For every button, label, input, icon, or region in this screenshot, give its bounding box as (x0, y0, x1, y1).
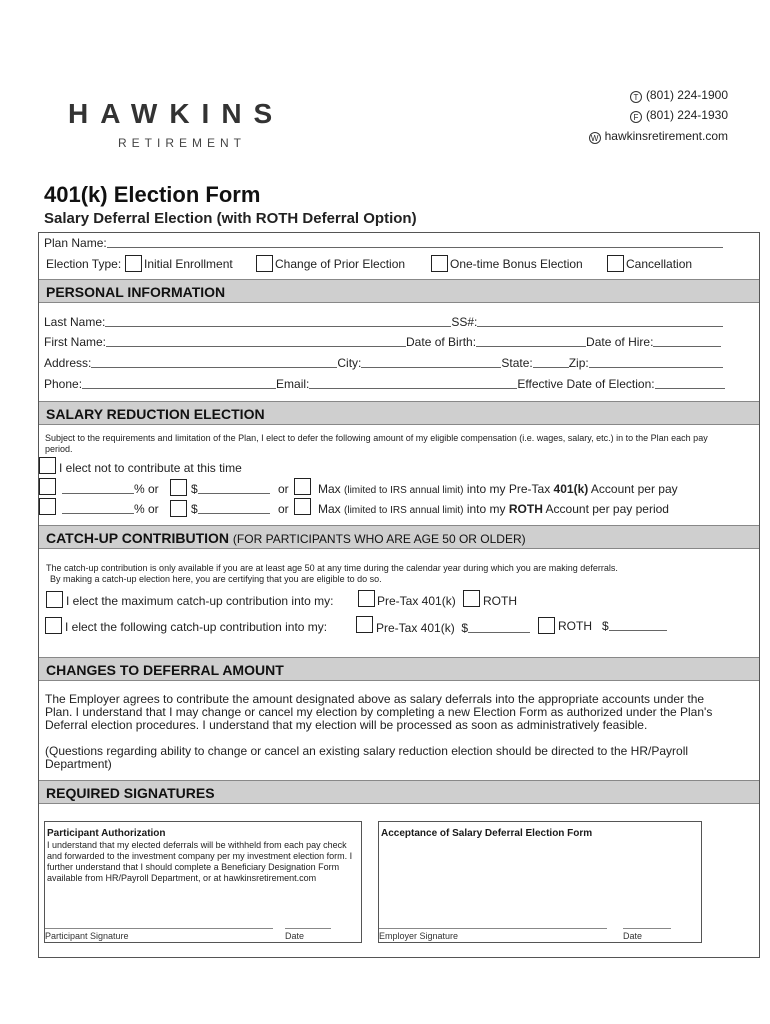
ss-field[interactable] (477, 315, 723, 327)
irs-note: (limited to IRS annual limit) (344, 505, 464, 516)
cancellation-label: Cancellation (626, 257, 693, 271)
phone-row (44, 377, 725, 391)
city-label: City: (337, 356, 362, 370)
signatures-header: REQUIRED SIGNATURES (39, 780, 759, 804)
address-field[interactable] (91, 356, 337, 368)
pretax-text-a: into my Pre-Tax (466, 482, 551, 496)
dob-field[interactable] (476, 335, 586, 347)
dob-label: Date of Birth: (406, 335, 477, 349)
effective-date-label: Effective Date of Election: (517, 377, 655, 391)
page-subtitle: Salary Deferral Election (with ROTH Deferral Option) (44, 210, 417, 227)
address-row (44, 356, 723, 370)
catchup-roth-label: ROTH (558, 619, 592, 633)
cancellation-checkbox[interactable] (607, 255, 624, 272)
catchup-max-roth-checkbox[interactable] (463, 590, 480, 607)
catchup-pretax-field[interactable] (468, 621, 530, 633)
employer-box (378, 821, 702, 943)
catchup-header-text: CATCH-UP CONTRIBUTION (46, 530, 230, 546)
phone-number: (801) 224-1900 (645, 88, 728, 102)
pretax-pct-row (62, 482, 159, 496)
max-label: Max (318, 502, 341, 516)
catchup-pretax-label: Pre-Tax 401(k) (376, 621, 455, 635)
changes-paragraph-2: (Questions regarding ability to change or cancel an existing salary reduction election should be directed to the HR/Payroll Department) (45, 744, 689, 771)
phone-field[interactable] (82, 377, 276, 389)
catchup-following-checkbox[interactable] (45, 617, 62, 634)
contact-web (589, 129, 728, 144)
pct-or-label: % or (134, 502, 159, 516)
plan-name-label: Plan Name: (44, 236, 107, 250)
catchup-max-roth-label: ROTH (483, 594, 517, 608)
changes-paragraph-1: The Employer agrees to contribute the amount designated above as salary deferrals into the appropriate accounts under the Plan. I understand that I may change or cancel my election by completing a new Election Form as authorized under the Plan's Deferral election procedures. I understand that my election will be processed as soon as administratively feasible. (45, 692, 713, 732)
roth-text-c: Account per pay period (545, 502, 669, 516)
employer-title: Acceptance of Salary Deferral Election Form (381, 828, 593, 839)
pretax-max-label (318, 482, 678, 496)
roth-max-checkbox[interactable] (294, 498, 311, 515)
or-label: or (278, 502, 289, 516)
bonus-election-label: One-time Bonus Election (450, 257, 583, 271)
web-icon: W (589, 132, 601, 144)
participant-box (44, 821, 362, 943)
address-label: Address: (44, 356, 92, 370)
pretax-pct-checkbox[interactable] (39, 478, 56, 495)
roth-dollar-row (191, 502, 270, 516)
state-field[interactable] (533, 356, 569, 368)
no-contribute-label: I elect not to contribute at this time (59, 461, 242, 475)
roth-pct-row (62, 502, 159, 516)
roth-pct-checkbox[interactable] (39, 498, 56, 515)
personal-info-header: PERSONAL INFORMATION (39, 279, 759, 303)
roth-pct-field[interactable] (62, 502, 134, 514)
first-name-field[interactable] (106, 335, 406, 347)
salary-intro: Subject to the requirements and limitation of the Plan, I elect to defer the following amount of my eligible compensation (i.e. wages, salary, etc.) in to the Plan each pay period. (45, 433, 708, 454)
first-name-row (44, 335, 721, 349)
roth-dollar-field[interactable] (198, 502, 270, 514)
pretax-text-c: Account per pay (590, 482, 678, 496)
no-contribute-checkbox[interactable] (39, 457, 56, 474)
ss-label: SS#: (451, 315, 478, 329)
catchup-roth-field[interactable] (609, 619, 667, 631)
roth-text-a: into my (466, 502, 506, 516)
page-title: 401(k) Election Form (44, 182, 261, 207)
catchup-roth-checkbox[interactable] (538, 617, 555, 634)
catchup-following-label: I elect the following catch-up contribution into my: (65, 620, 328, 634)
effective-date-field[interactable] (655, 377, 725, 389)
catchup-header (39, 525, 759, 549)
or-label: or (278, 482, 289, 496)
participant-date-line[interactable]: Date (285, 928, 331, 941)
last-name-row (44, 315, 723, 329)
zip-field[interactable] (589, 356, 723, 368)
catchup-pretax-row (376, 621, 530, 635)
change-prior-checkbox[interactable] (256, 255, 273, 272)
roth-text-b: ROTH (508, 502, 543, 516)
fax-number: (801) 224-1930 (645, 108, 728, 122)
catchup-max-pretax-label: Pre-Tax 401(k) (377, 594, 456, 608)
bonus-election-checkbox[interactable] (431, 255, 448, 272)
pretax-pct-field[interactable] (62, 482, 134, 494)
initial-enrollment-checkbox[interactable] (125, 255, 142, 272)
catchup-intro-1: The catch-up contribution is only available if you are at least age 50 at any time during the calendar year during which you are making deferrals. (46, 563, 618, 573)
pretax-dollar-checkbox[interactable] (170, 479, 187, 496)
election-type-label: Election Type: (46, 257, 122, 271)
city-field[interactable] (361, 356, 501, 368)
pretax-max-checkbox[interactable] (294, 478, 311, 495)
company-logo: HAWKINS (68, 98, 285, 129)
plan-name-row (44, 236, 723, 250)
max-label: Max (318, 482, 341, 496)
employer-signature-line[interactable]: Employer Signature (379, 928, 607, 941)
changes-header: CHANGES TO DEFERRAL AMOUNT (39, 657, 759, 681)
roth-dollar-checkbox[interactable] (170, 500, 187, 517)
first-name-label: First Name: (44, 335, 107, 349)
pretax-dollar-row (191, 482, 270, 496)
contact-phone (630, 88, 728, 103)
dollar-sign: $ (191, 482, 198, 496)
hire-label: Date of Hire: (586, 335, 654, 349)
participant-title: Participant Authorization (47, 828, 166, 839)
catchup-max-label: I elect the maximum catch-up contribution into my: (66, 594, 334, 608)
email-field[interactable] (309, 377, 517, 389)
irs-note: (limited to IRS annual limit) (344, 485, 464, 496)
phone-icon: T (630, 91, 642, 103)
participant-text: I understand that my elected deferrals will be withheld from each pay check and forwarded to the investment company per my investment election form. I further understand that I should complete a Beneficiary Designation Form available from HR/Payroll Department, or at hawkinsretirement.com (47, 840, 353, 883)
pretax-dollar-field[interactable] (198, 482, 270, 494)
catchup-max-checkbox[interactable] (46, 591, 63, 608)
zip-label: Zip: (568, 356, 589, 370)
last-name-label: Last Name: (44, 315, 106, 329)
dollar-sign: $ (602, 619, 609, 633)
participant-signature-line[interactable]: Participant Signature (45, 928, 273, 941)
employer-date-line[interactable]: Date (623, 928, 671, 941)
pct-or-label: % or (134, 482, 159, 496)
salary-reduction-header: SALARY REDUCTION ELECTION (39, 401, 759, 425)
hire-field[interactable] (653, 335, 721, 347)
catchup-pretax-checkbox[interactable] (356, 616, 373, 633)
contact-fax (630, 108, 728, 123)
website: hawkinsretirement.com (604, 129, 728, 143)
change-prior-label: Change of Prior Election (275, 257, 406, 271)
company-tagline: RETIREMENT (118, 136, 246, 150)
state-label: State: (501, 356, 533, 370)
fax-icon: F (630, 111, 642, 123)
initial-enrollment-label: Initial Enrollment (144, 257, 233, 271)
plan-name-field[interactable] (107, 236, 723, 248)
catchup-max-pretax-checkbox[interactable] (358, 590, 375, 607)
dollar-sign: $ (191, 502, 198, 516)
last-name-field[interactable] (105, 315, 451, 327)
phone-label: Phone: (44, 377, 83, 391)
email-label: Email: (276, 377, 310, 391)
pretax-text-b: 401(k) (553, 482, 589, 496)
dollar-sign: $ (461, 621, 469, 635)
catchup-intro-2: By making a catch-up election here, you are certifying that you are eligible to do so. (50, 574, 382, 584)
catchup-header-note: (FOR PARTICIPANTS WHO ARE AGE 50 OR OLDER) (232, 532, 526, 546)
roth-max-label (318, 502, 669, 516)
catchup-roth-row (558, 619, 667, 633)
